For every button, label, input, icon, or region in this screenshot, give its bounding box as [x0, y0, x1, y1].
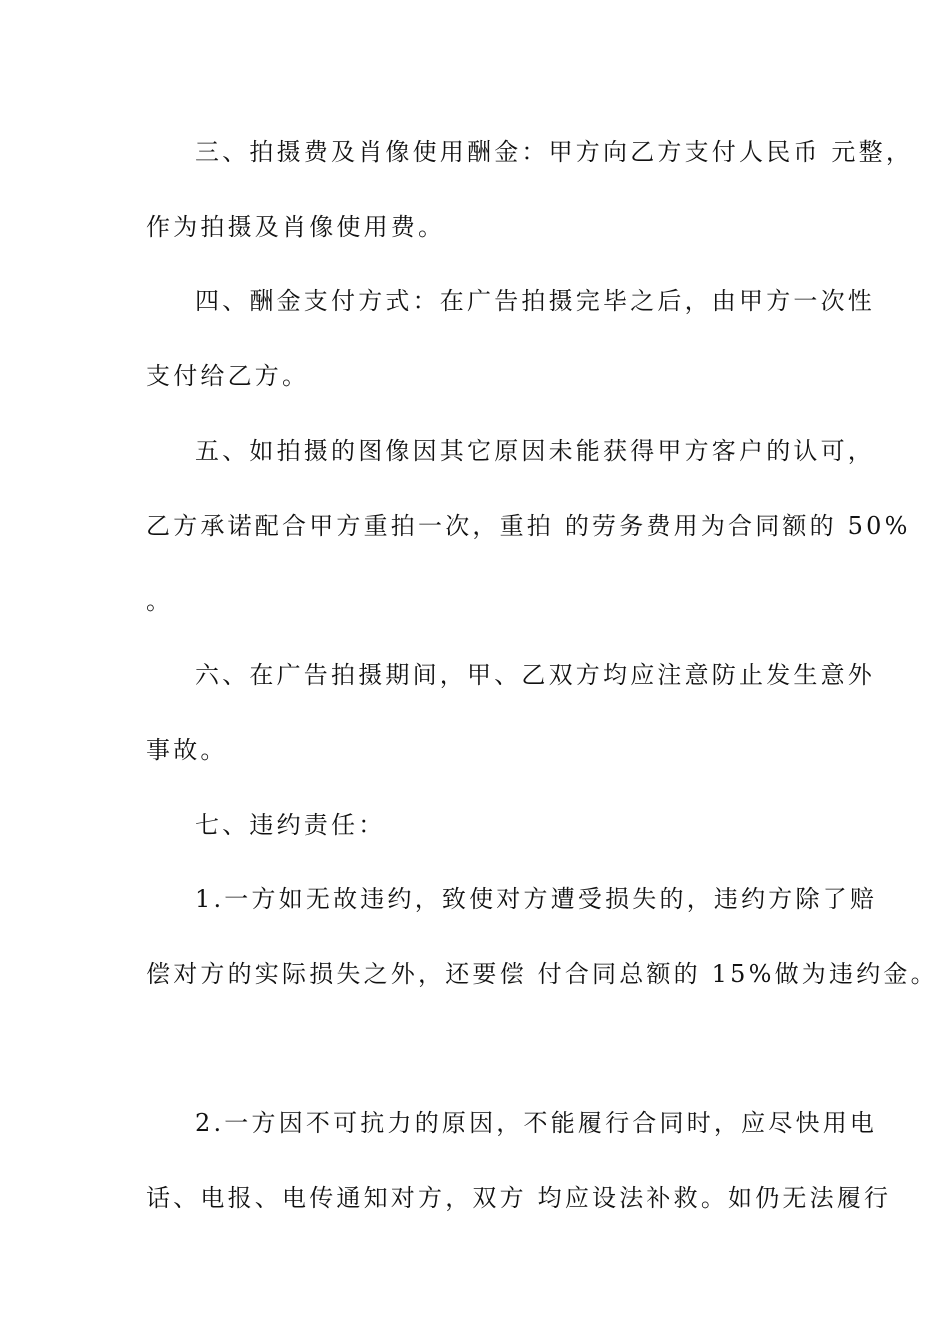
clause-7-item-1-line-2: 偿对方的实际损失之外，还要偿 付合同总额的 15%做为违约金。 [146, 960, 938, 988]
clause-3-line-2: 作为拍摄及肖像使用费。 [146, 213, 446, 241]
clause-4-line-2: 支付给乙方。 [146, 362, 310, 390]
clause-3-line-1: 三、拍摄费及肖像使用酬金：甲方向乙方支付人民币 元整， [195, 138, 914, 166]
clause-6-line-2: 事故。 [146, 736, 228, 764]
clause-7-item-2-line-2: 话、电报、电传通知对方，双方 均应设法补救。如仍无法履行 [146, 1184, 892, 1212]
clause-7-heading: 七、违约责任： [195, 811, 386, 839]
clause-4-line-1: 四、酬金支付方式：在广告拍摄完毕之后，由甲方一次性 [195, 287, 875, 315]
clause-6-line-1: 六、在广告拍摄期间，甲、乙双方均应注意防止发生意外 [195, 661, 875, 689]
clause-5-line-3: 。 [146, 587, 174, 615]
clause-5-line-1: 五、如拍摄的图像因其它原因未能获得甲方客户的认可， [195, 437, 875, 465]
clause-7-item-1-line-1: 1.一方如无故违约，致使对方遭受损失的，违约方除了赔 [195, 885, 878, 913]
clause-5-line-2: 乙方承诺配合甲方重拍一次，重拍 的劳务费用为合同额的 50% [146, 512, 911, 540]
clause-7-item-2-line-1: 2.一方因不可抗力的原因，不能履行合同时，应尽快用电 [195, 1109, 878, 1137]
